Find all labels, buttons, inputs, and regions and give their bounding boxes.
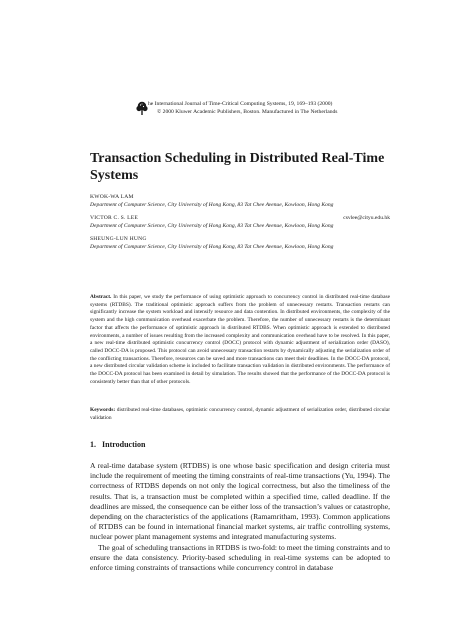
author-name: SHEUNG-LUN HUNG xyxy=(90,236,147,242)
abstract xyxy=(90,294,390,386)
author-affiliation: Department of Computer Science, City University of Hong Kong, 83 Tat Chee Avenue, Kowloon, Hong Kong xyxy=(90,244,334,250)
copyright-line: © 2000 Kluwer Academic Publishers, Boston. Manufactured in The Netherlands xyxy=(157,109,338,115)
journal-citation: he International Journal of Time-Critical Computing Systems, 19, 169–193 (2000) xyxy=(148,101,333,107)
introduction-body xyxy=(90,461,390,573)
author-email: csvlee@cityu.edu.hk xyxy=(343,215,390,221)
keywords xyxy=(90,407,390,422)
paragraph: The goal of scheduling transactions in RTDBS is two-fold: to meet the timing constraints and to ensure the data consistency. Priority-based scheduling in real-time systems can be adopted to enforce timing constraints of transactions while concurrency control in database xyxy=(90,542,390,573)
abstract-text: In this paper, we study the performance of using optimistic approach to concurrency control in distributed real-time database systems (RTDBS). The traditional optimistic approach suffers from the problem of unnecessary restarts. Transaction restarts can significantly increase the system workload and intensify resource and data contention. In distributed environments, the complexity of the system and the high communication overhead exacerbate the problem. Therefore, the number of unnecessary restarts is the determinant factor that affects the performance of optimistic approach in distributed RTDBS. When optimistic approach is extended to distributed environments, a number of issues resulting from the increased complexity and communication overhead have to be resolved. In this paper, a new real-time distributed optimistic concurrency control (DOCC) protocol with dynamic adjustment of serialization order (DASO), called DOCC-DA is proposed. This protocol can avoid unnecessary transaction restarts by dynamically adjusting the serialization order of the conflicting transactions. Therefore, resources can be saved and more transactions can meet their deadlines. In the DOCC-DA protocol, a new distributed circular validation scheme is included to facilitate transaction validation in distributed environments. The performance of the DOCC-DA protocol has been examined in detail by simulation. The results showed that the performance of the DOCC-DA protocol is consistently better than that of other protocols. xyxy=(90,294,390,385)
section-number: 1. xyxy=(90,440,96,449)
section-heading xyxy=(90,440,145,449)
section-title: Introduction xyxy=(102,440,146,449)
author-name: VICTOR C. S. LEE xyxy=(90,215,139,221)
author-affiliation: Department of Computer Science, City University of Hong Kong, 83 Tat Chee Avenue, Kowloon, Hong Kong xyxy=(90,202,334,208)
publisher-tree-logo-icon xyxy=(135,101,149,115)
author-block-3 xyxy=(90,235,390,251)
paper-title: Transaction Scheduling in Distributed Real-Time Systems xyxy=(90,151,385,183)
paragraph: A real-time database system (RTDBS) is one whose basic specification and design criteria must include the requirement of meeting the timing constraints of real-time transactions (Yu, 1994). The correctness of RTDBS depends on not only the logical correctness, but also the timeliness of the results. That is, a transaction must be completed within a specified time, called deadline. If the deadlines are missed, the consequence can be either loss of the transaction’s values or catastrophe, depending on the characteristics of the applications (Ramamritham, 1993). Common applications of RTDBS can be found in international financial market systems, air traffic controlling systems, nuclear power plant management systems and integrated manufacturing systems. xyxy=(90,461,390,542)
author-name: KWOK-WA LAM xyxy=(90,194,134,200)
author-block-1 xyxy=(90,193,390,209)
keywords-label: Keywords: xyxy=(90,407,116,413)
keywords-text: distributed real-time databases, optimistic concurrency control, dynamic adjustment of serialization order, distributed circular validation xyxy=(90,407,390,421)
journal-masthead xyxy=(148,100,408,116)
abstract-label: Abstract. xyxy=(90,294,112,300)
author-affiliation: Department of Computer Science, City University of Hong Kong, 83 Tat Chee Avenue, Kowloon, Hong Kong xyxy=(90,223,334,229)
author-block-2 xyxy=(90,214,390,230)
